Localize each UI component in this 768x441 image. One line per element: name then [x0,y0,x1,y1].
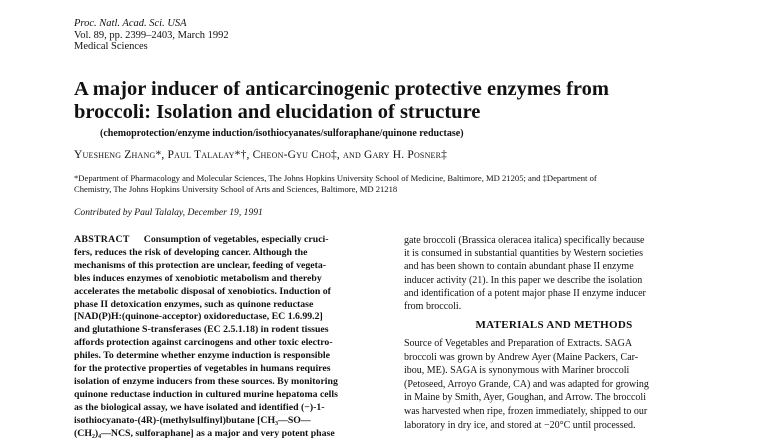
body-line: Source of Vegetables and Preparation of Extracts. SAGA [404,338,633,349]
body-line: (Petoseed, Arroyo Grande, CA) and was adapted for growing [404,378,649,390]
contributed-by: Contributed by Paul Talalay, December 19, 1991 [74,207,263,218]
abstract-heading: ABSTRACT [74,234,130,245]
abstract-line: bles induces enzymes of xenobiotic metabolism and thereby [74,272,322,284]
journal-volume: Vol. 89, pp. 2399–2403, March 1992 [74,29,229,41]
affiliation-line-2: Chemistry, The Johns Hopkins University School of Arts and Sciences, Baltimore, MD 21218 [74,184,398,194]
abstract-line: quinone reductase induction in cultured murine hepatoma cells [74,388,338,400]
keywords: (chemoprotection/enzyme induction/isothiocyanates/sulforaphane/quinone reductase) [100,128,464,139]
journal-header [74,18,229,53]
abstract [74,234,392,441]
section-heading-materials-methods: MATERIALS AND METHODS [475,319,633,331]
abstract-line: [NAD(P)H:(quinone-acceptor) oxidoreductase, EC 1.6.99.2] [74,311,323,323]
journal-name: Proc. Natl. Acad. Sci. USA [74,18,187,29]
body-text-methods [404,337,704,432]
body-line: inducer activity (21). In this paper we describe the isolation [404,274,643,286]
body-line: and has been shown to contain abundant phase II enzyme [404,261,634,273]
abstract-line: and glutathione S-transferases (EC 2.5.1.18) in rodent tissues [74,324,329,336]
abstract-line: Consumption of vegetables, especially cruci- [143,234,329,245]
abstract-line: fers, reduces the risk of developing cancer. Although the [74,246,308,258]
paper-title [74,78,714,124]
affiliations [74,173,764,195]
body-line: laboratory in dry ice, and stored at −20°C until processed. [404,419,636,431]
abstract-line: (CH₂)₄—NCS, sulforaphane] as a major and very potent phase [74,427,335,439]
affiliation-line-1: *Department of Pharmacology and Molecular Sciences, The Johns Hopkins University School of Medicine, Baltimore, MD 21205; and ‡Department of [74,173,597,183]
paper-title-line-2: broccoli: Isolation and elucidation of structure [74,101,481,123]
body-line: from broccoli. [404,301,462,313]
body-line: broccoli was grown by Andrew Ayer (Maine Packers, Car- [404,351,639,363]
journal-section: Medical Sciences [74,41,148,52]
abstract-first-line [74,234,392,247]
body-line: gate broccoli (Brassica oleracea italica) specifically because [404,235,645,246]
abstract-line: mechanisms of this protection are unclear, feeding of vegeta- [74,259,327,271]
abstract-line: isolation of enzyme inducers from these sources. By monitoring [74,375,338,387]
body-line: was harvested when ripe, frozen immediately, shipped to our [404,405,648,417]
abstract-line: as the biological assay, we have isolated and identified (−)-1- [74,401,325,413]
body-line: ibou, ME). SAGA is synonymous with Mariner broccoli [404,365,630,377]
paper-title-line-1: A major inducer of anticarcinogenic protective enzymes from [74,78,609,100]
body-line: in Maine by Smith, Ayer, Goughan, and Arrow. The broccoli [404,392,646,404]
abstract-line: phase II detoxication enzymes, such as quinone reductase [74,298,314,310]
body-line: it is consumed in substantial quantities by Western societies [404,248,643,260]
abstract-line: accelerates the metabolic disposal of xenobiotics. Induction of [74,285,331,297]
body-line: and identification of a potent major phase II enzyme inducer [404,287,646,299]
abstract-line: philes. To determine whether enzyme induction is responsible [74,350,331,362]
body-text-intro [404,234,704,313]
abstract-line: affords protection against carcinogens and other toxic electro- [74,337,333,349]
abstract-line: for the protective properties of vegetables in humans requires [74,363,331,375]
abstract-line: isothiocyanato-(4R)-(methylsulfinyl)butane [CH₃—SO— [74,414,311,426]
author-list: Yuesheng Zhang*, Paul Talalay*†, Cheon-Gyu Cho‡, and Gary H. Posner‡ [74,149,448,161]
